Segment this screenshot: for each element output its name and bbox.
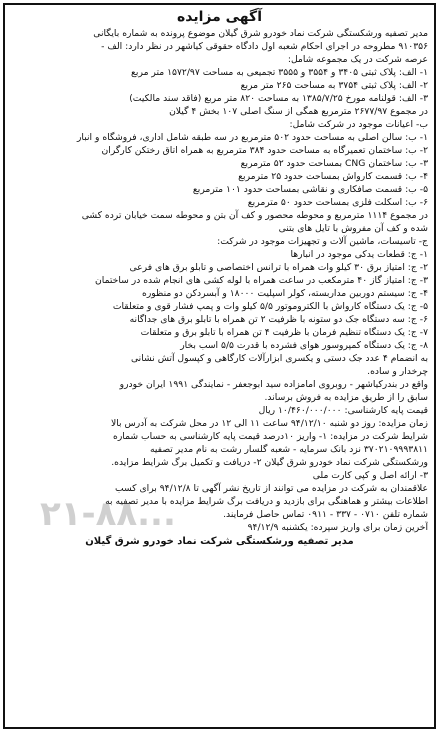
notice-line: علاقمندان به شرکت در مزایده می توانند از تاریخ نشر آگهی تا ۹۴/۱۲/۸ برای کسب (114, 483, 428, 494)
phone-watermark: ۲۱-۸۸... (40, 494, 176, 534)
notice-line: ب- اعیانات موجود در شرکت شامل: (289, 119, 428, 130)
notice-line: شده و کف آن مفروش با تایل های بتنی (278, 223, 428, 234)
notice-line: ۵- ج: یک دستگاه کارواش با الکتروموتور ۵/۵ کیلو وات و پمپ فشار قوی و متعلقات (112, 301, 428, 312)
notice-line: ۵- ب: قسمت صافکاری و نقاشی بمساحت حدود ۱۰۱ مترمربع (192, 184, 428, 195)
notice-line: به انضمام ۴ عدد جک دستی و یکسری ابزارآلات کارگاهی و کپسول آتش نشانی (131, 353, 428, 364)
notice-signature: مدیر تصفیه ورشکستگی شرکت نماد خودرو شرق گیلان (85, 536, 354, 547)
notice-line: ۹۱۰۳۵۶ مطروحه در اجرای احکام شعبه اول دادگاه حقوقی کیاشهر در نظر دارد: الف - (101, 41, 428, 52)
notice-body (11, 27, 428, 534)
notice-line: ۳- ب: ساختمان CNG بمساحت حدود ۵۲ مترمربع (240, 158, 428, 169)
notice-line: عرصه شرکت در یک مجموعه شامل: (287, 54, 428, 65)
notice-line: ۳۷۰۲۱۰۹۹۹۳۸۱۱ نزد بانک سرمایه - شعبه گلسار رشت به نام مدیر تصفیه (149, 444, 428, 455)
auction-notice (3, 3, 436, 729)
notice-line: ۲- ج: امتیاز برق ۳۰ کیلو وات همراه با ترانس اختصاصی و تابلو برق های فرعی (129, 262, 428, 273)
notice-line: ۱- ج: قطعات یدکی موجود در انبارها (290, 249, 428, 260)
notice-line: در مجموع ۱۱۱۴ مترمربع و محوطه محصور و کف آن بتن و محوطه سمت خیابان ترده کشی (81, 210, 428, 221)
notice-line: ۶- ج: سه دستگاه جک دو ستونه با ظرفیت ۲ تن همراه با تابلو برق های جداگانه (129, 314, 428, 325)
notice-line: ۲- ب: ساختمان تعمیرگاه به مساحت حدود ۳۸۴ مترمربع به همراه اتاق رختکن کارگران (101, 145, 428, 156)
notice-line: زمان مزایده: روز دو شنبه ۹۴/۱۲/۱۰ ساعت ۱۱ الی ۱۲ در محل شرکت به آدرس بالا (110, 418, 428, 429)
notice-line: چرخدار و ساده. (367, 366, 428, 377)
notice-line: ۷- ج: یک دستگاه تنظیم فرمان با ظرفیت ۴ تن همراه با تابلو برق و متعلقات (140, 327, 428, 338)
notice-line: اطلاعات بیشتر و هماهنگی برای بازدید و دریافت برگ شرایط مزایده با مدیر تصفیه به (105, 496, 428, 507)
notice-line: ۳- ج: امتیاز گاز ۴۰ مترمکعب در ساعت همراه با لوله کشی های انجام شده در ساختمان (95, 275, 428, 286)
notice-line: ۳- الف: قولنامه مورخ ۱۳۸۵/۷/۲۵ به مساحت ۸۲۰ متر مربع (فاقد سند مالکیت) (129, 93, 428, 104)
notice-line: سابق را از طریق مزایده به فروش برساند. (264, 392, 428, 403)
notice-line: قیمت پایه کارشناسی: ۱۰/۴۶۰/۰۰۰/۰۰۰ ریال (258, 405, 428, 416)
notice-line: آخرین زمان برای واریز سپرده: یکشنبه ۹۴/۱۲/۹ (247, 522, 428, 533)
notice-line: ۸- ج: یک دستگاه کمپروسور هوای فشرده با قدرت ۵/۵ اسب بخار (180, 340, 428, 351)
notice-line: ۲- الف: پلاک ثبتی ۳۷۵۴ به مساحت ۲۶۵ متر مربع (240, 80, 428, 91)
notice-line: مدیر تصفیه ورشکستگی شرکت نماد خودرو شرق گیلان موضوع پرونده به شماره بایگانی (93, 28, 428, 39)
notice-line: شماره تلفن ۰۷۱۰ - ۳۳۷ - ۰۹۱۱ تماس حاصل فرمایند. (223, 509, 428, 520)
notice-title: آگهی مزایده (176, 9, 262, 25)
notice-line: شرایط شرکت در مزایده: ۱- واریز ۱۰درصد قیمت پایه کارشناسی به حساب شماره (113, 431, 428, 442)
notice-line: ۴- ب: قسمت کارواش بمساحت حدود ۲۵ مترمربع (238, 171, 428, 182)
notice-line: ۱- ب: سالن اصلی به مساحت حدود ۵۰۲ مترمربع در سه طبقه شامل اداری، فروشگاه و انبار (76, 132, 428, 143)
notice-line: در مجموع ۲۶۷۷/۹۷ مترمربع همگی از سنگ اصلی ۱۰۷ بخش ۴ گیلان (169, 106, 428, 117)
notice-line: واقع در بندرکیاشهر - روبروی امامزاده سید ابوجعفر - نمایندگی ۱۹۹۱ ایران خودرو (119, 379, 428, 390)
notice-line: ۱- الف: پلاک ثبتی ۳۴۰۵ و ۳۵۵۴ و ۳۵۵۵ تجمیعی به مساحت ۱۵۷۲/۹۷ متر مربع (131, 67, 428, 78)
notice-line: ۶- ب: اسکلت فلزی بمساحت حدود ۵۰ مترمربع (247, 197, 428, 208)
notice-line: ج- تاسیسات، ماشین آلات و تجهیزات موجود در شرکت: (217, 236, 428, 247)
notice-line: ۳- ارائه اصل و کپی کارت ملی (312, 470, 428, 481)
notice-line: ورشکستگی شرکت نماد خودرو شرق گیلان ۲- دریافت و تکمیل برگ شرایط مزایده. (111, 457, 428, 468)
notice-line: ۴- ج: سیستم دوربین مداربسته، کولر اسپلیت ۱۸۰۰۰ و آبسردکن دو منظوره (142, 288, 428, 299)
